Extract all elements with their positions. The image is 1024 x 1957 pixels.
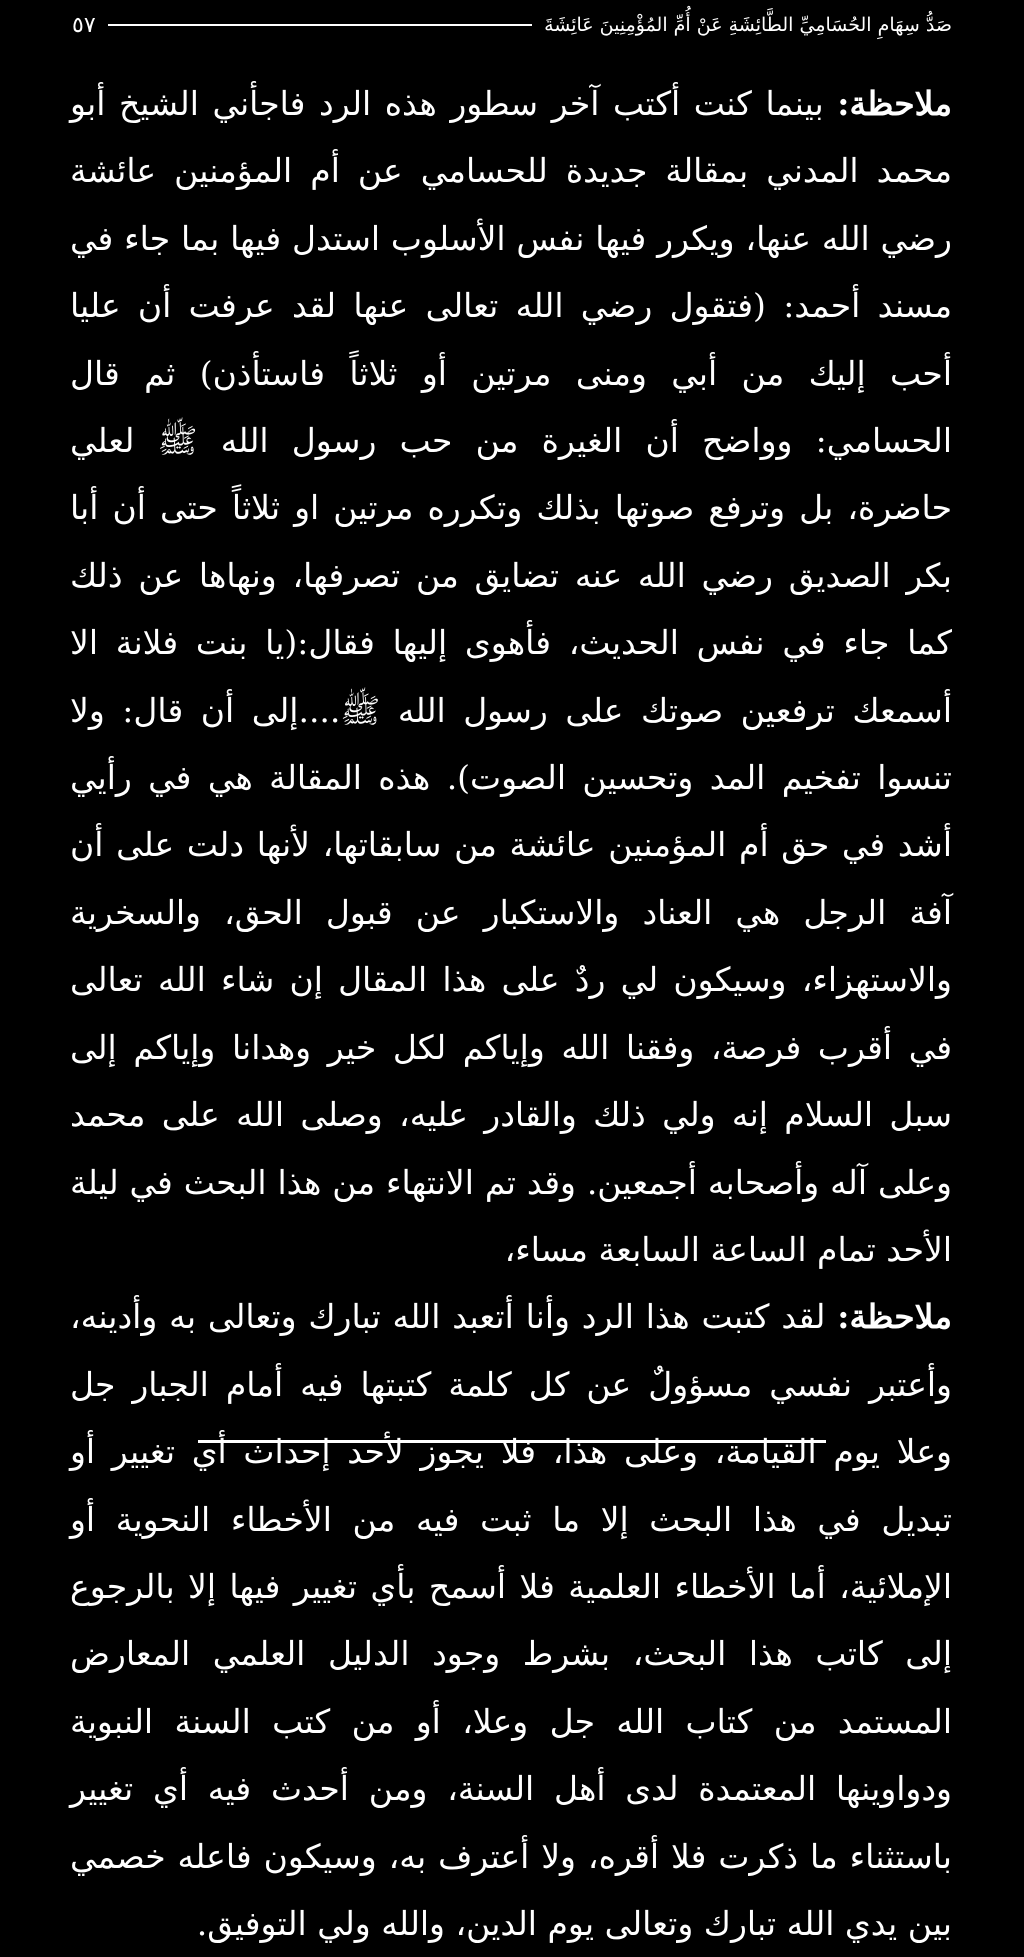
footer-rule bbox=[198, 1440, 826, 1443]
note-text: لقد كتبت هذا الرد وأنا أتعبد الله تبارك وتعالى به وأدينه، وأعتبر نفسي مسؤولٌ عن كل كلمة كتبتها فيه أمام الجبار جل وعلا يوم القيامة، وعلى هذا، فلا يجوز لأحد إحداث أي تغيير أو تبديل في هذا البحث إلا ما ثبت فيه من الأخطاء النحوية أو الإملائية، أما الأخطاء العلمية فلا أسمح بأي تغيير فيها إلا بالرجوع إلى كاتب هذا البحث، بشرط وجود الدليل العلمي المعارض المستمد من كتاب الله جل وعلا، أو من كتب السنة النبوية ودواوينها المعتمدة لدى أهل السنة، ومن أحدث فيه أي تغيير باستثناء ما ذكرت فلا أقره، ولا أعترف به، وسيكون فاعله خصمي بين يدي الله تبارك وتعالى يوم الدين، والله ولي التوفيق. bbox=[70, 1297, 952, 1943]
note-label: ملاحظة: bbox=[837, 1297, 952, 1337]
running-header bbox=[72, 8, 952, 42]
header-rule bbox=[108, 24, 532, 26]
page-number: ٥٧ bbox=[72, 12, 96, 38]
header-title: صَدُّ سِهَامِ الحُسَامِيِّ الطَّائِشَةِ عَنْ أُمِّ المُؤْمِنِينَ عَائِشَةَ bbox=[544, 14, 952, 36]
note-paragraph bbox=[70, 70, 952, 1283]
note-label: ملاحظة: bbox=[837, 84, 952, 123]
body-text bbox=[70, 70, 952, 1957]
note-paragraph bbox=[70, 1283, 952, 1957]
note-text: بينما كنت أكتب آخر سطور هذه الرد فاجأني الشيخ أبو محمد المدني بمقالة جديدة للحسامي عن أم المؤمنين عائشة رضي الله عنها، ويكرر فيها نفس الأسلوب استدل فيها بما جاء في مسند أحمد: (فتقول رضي الله تعالى عنها لقد عرفت أن عليا أحب إليك من أبي ومنى مرتين أو ثلاثاً فاستأذن) ثم قال الحسامي: وواضح أن الغيرة من حب رسول الله ﷺ لعلي حاضرة، بل وترفع صوتها بذلك وتكرره مرتين او ثلاثاً حتى أن أبا بكر الصديق رضي الله عنه تضايق من تصرفها، ونهاها عن ذلك كما جاء في نفس الحديث، فأهوى إليها فقال:(يا بنت فلانة الا أسمعك ترفعين صوتك على رسول الله ﷺ....إلى أن قال: ولا تنسوا تفخيم المد وتحسين الصوت). هذه المقالة هي في رأيي أشد في حق أم المؤمنين عائشة من سابقاتها، لأنها دلت على أن آفة الرجل هي العناد والاستكبار عن قبول الحق، والسخرية والاستهزاء، وسيكون لي ردٌ على هذا المقال إن شاء الله تعالى في أقرب فرصة، وفقنا الله وإياكم لكل خير وهدانا وإياكم إلى سبل السلام إنه ولي ذلك والقادر عليه، وصلى الله على محمد وعلى آله وأصحابه أجمعين. وقد تم الانتهاء من هذا البحث في ليلة الأحد تمام الساعة السابعة مساء، bbox=[70, 84, 952, 1269]
